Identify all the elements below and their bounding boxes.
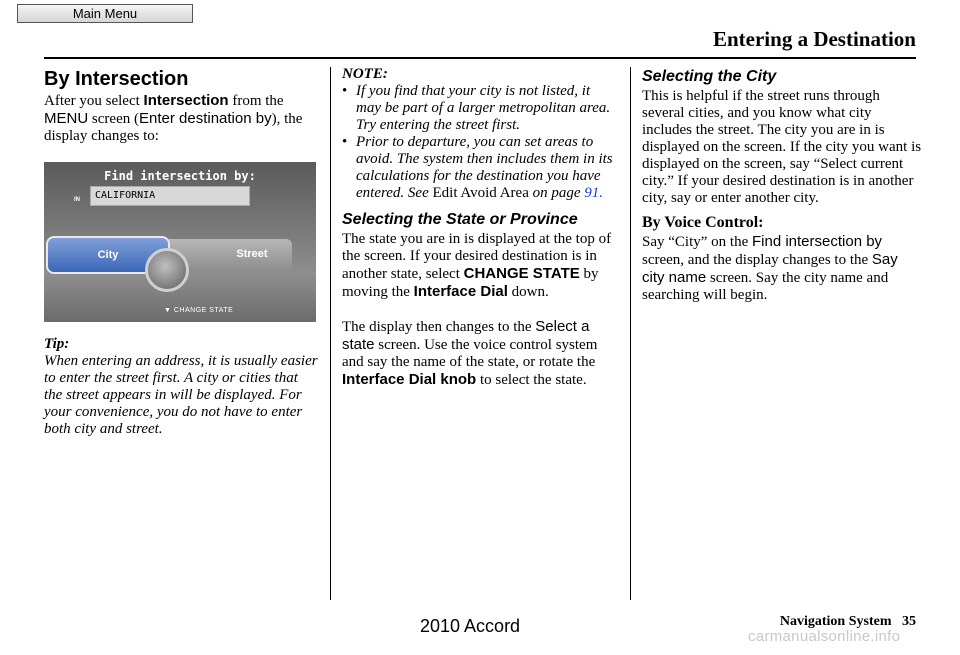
screen-title: Find intersection by: xyxy=(104,169,256,183)
main-menu-button[interactable]: Main Menu xyxy=(17,4,193,23)
column-1 xyxy=(44,66,319,438)
section-title: By Intersection xyxy=(44,68,189,90)
header-rule xyxy=(44,57,916,59)
city-button: City xyxy=(46,236,170,274)
note-item: • Prior to departure, you can set areas to avoid. The system then includes them in its calculations for the destination you have entered. See Edit Avoid Area on page 91. xyxy=(342,134,618,202)
model-watermark: 2010 Accord xyxy=(420,616,521,636)
note-item: • If you find that your city is not listed, it may be part of a larger metropolitan area. Try entering the street first. xyxy=(342,83,618,134)
notes-list xyxy=(342,83,618,202)
column-divider xyxy=(630,67,631,600)
state-paragraph: The state you are in is displayed at the top of the screen. If your desired destination is in another state, select CHANGE STATE by moving the Interface Dial down. xyxy=(342,231,612,300)
column-divider xyxy=(330,67,331,600)
column-3 xyxy=(642,66,922,304)
note-label: NOTE: xyxy=(342,66,388,82)
page-number: 35 xyxy=(902,614,916,629)
state-prefix: IN xyxy=(74,197,80,203)
footer-page-label: Navigation System 35 xyxy=(779,614,916,629)
intro-paragraph: After you select Intersection from the MENU screen (Enter destination by), the display changes to: xyxy=(44,92,303,144)
page-title: Entering a Destination xyxy=(712,27,916,51)
subsection-title: Selecting the City xyxy=(642,68,777,85)
subsection-title: Selecting the State or Province xyxy=(342,211,578,228)
change-state-label: ▼ CHANGE STATE xyxy=(164,307,234,314)
tip-text: When entering an address, it is usually easier to enter the street first. A city or cities that the street appears in will be displayed. For your convenience, you do not have to enter both city and street. xyxy=(44,353,318,437)
site-watermark: carmanualsonline.info xyxy=(748,628,901,645)
city-paragraph: This is helpful if the street runs through several cities, and you know what city includes the street. The city you are in is displayed on the screen. If the city you want is displayed on the screen, say “Select current city.” If your desired destination is in another city, say or enter another city. xyxy=(642,88,922,206)
street-button: Street xyxy=(236,248,268,260)
tip-label: Tip: xyxy=(44,336,70,352)
voice-control-label: By Voice Control: xyxy=(642,214,764,231)
column-2 xyxy=(342,66,618,389)
state-field: CALIFORNIA xyxy=(90,186,250,206)
state-paragraph-2: The display then changes to the Select a state screen. Use the voice control system and say the name of the state, or rotate the Interface Dial knob to select the state. xyxy=(342,318,598,388)
interface-dial-knob xyxy=(145,248,189,292)
nav-screen-image xyxy=(44,162,316,322)
voice-paragraph: Say “City” on the Find intersection by screen, and the display changes to the Say city name screen. Say the city name and searching will begin. xyxy=(642,233,898,303)
page-link[interactable]: 91. xyxy=(584,185,604,201)
